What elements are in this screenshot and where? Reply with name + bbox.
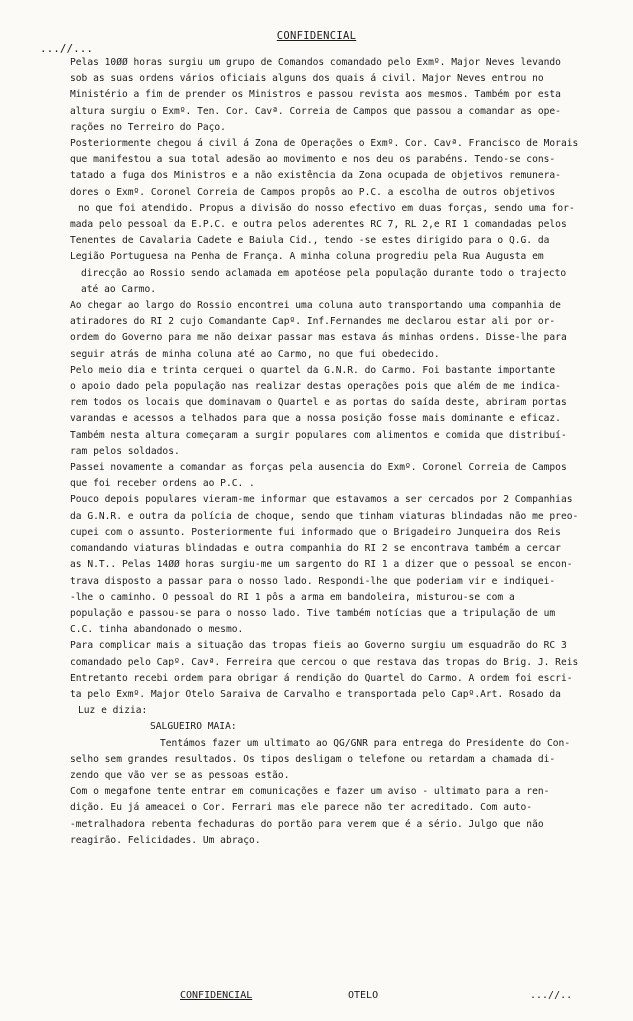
body-line: sob as suas ordens vários oficiais alguns dos quais á civil. Major Neves entrou no	[70, 73, 544, 85]
body-line: Legião Portuguesa na Penha de França. A minha coluna progrediu pela Rua Augusta em	[70, 251, 544, 263]
body-line: rações no Terreiro do Paço.	[70, 121, 226, 133]
body-line: Pelo meio dia e trinta cerquei o quartel da G.N.R. do Carmo. Foi bastante importante	[70, 364, 556, 376]
order-addressee: SALGUEIRO MAIA:	[150, 721, 237, 733]
body-line: C.C. tinha abandonado o mesmo.	[70, 624, 244, 636]
body-line: zendo que vão ver se as pessoas estão.	[70, 769, 290, 781]
body-line: Para complicar mais a situação das tropas fieis ao Governo surgiu um esquadrão do RC 3	[70, 640, 567, 652]
body-line: trava disposto a passar para o nosso lado. Respondi-lhe que poderiam vir e indiquei-	[70, 575, 556, 587]
body-line: direcção ao Rossio sendo aclamada em apotéose pela população durante todo o trajecto	[81, 267, 567, 279]
body-line: cupei com o assunto. Posteriormente fui informado que o Brigadeiro Junqueira dos Reis	[70, 526, 561, 538]
body-line: -metralhadora rebenta fechaduras do portão para verem que é a sério. Julgo que não	[70, 818, 544, 830]
body-line: reagirão. Felicidades. Um abraço.	[70, 834, 261, 846]
body-line: Ministério a fim de prender os Ministros e passou revista aos mesmos. Também por esta	[70, 89, 561, 101]
body-line: Passei novamente a comandar as forças pela ausencia do Exmº. Coronel Correia de Campos	[70, 462, 567, 474]
body-line: dores o Exmº. Coronel Correia de Campos propôs ao P.C. a escolha de outros objetivos	[70, 186, 556, 198]
body-line: Ao chegar ao largo do Rossio encontrei uma coluna auto transportando uma companhia de	[70, 300, 561, 312]
body-line: altura surgiu o Exmº. Ten. Cor. Cavª. Correia de Campos que passou a comandar as ope-	[70, 105, 561, 117]
body-line: Pouco depois populares vieram-me informar que estavamos a ser cercados por 2 Companhias	[70, 494, 573, 506]
body-line: Posteriormente chegou á civil á Zona de Operações o Exmº. Cor. Cavª. Francisco de Morais	[70, 138, 579, 150]
body-line: Com o megafone tente entrar em comunicações e fazer um aviso - ultimato para a ren-	[70, 786, 550, 798]
body-line: no que foi atendido. Propus a divisão do nosso efectivo em duas forças, sendo uma for-	[78, 202, 575, 214]
body-line: ta pelo Exmº. Major Otelo Saraiva de Carvalho e transportada pelo Capº.Art. Rosado da	[70, 688, 561, 700]
body-line: ordem do Governo para me não deixar passar mas estava ás minhas ordens. Disse-lhe para	[70, 332, 567, 344]
body-line: -lhe o caminho. O pessoal do RI 1 pôs a arma em bandoleira, misturou-se com a	[70, 591, 515, 603]
body-line: atiradores do RI 2 cujo Comandante Capº. Inf.Fernandes me declarou estar ali por or-	[70, 316, 556, 328]
body-line: até ao Carmo.	[81, 283, 157, 295]
classification-footer: CONFIDENCIAL	[180, 990, 253, 1001]
body-line: Tentámos fazer um ultimato ao QG/GNR para entrega do Presidente do Con-	[160, 737, 571, 749]
body-line: Pelas 10ØØ horas surgiu um grupo de Comandos comandado pelo Exmº. Major Neves levando	[70, 57, 561, 68]
body-line: população e passou-se para o nosso lado. Tive também notícias que a tripulação de um	[70, 607, 556, 619]
body-line: da G.N.R. e outra da polícia de choque, sendo que tinham viaturas blindadas não me preo-	[70, 510, 579, 522]
continuation-marker: ...//...	[40, 42, 93, 55]
body-line: as N.T.. Pelas 14ØØ horas surgiu-me um sargento do RI 1 a dizer que o pessoal se encon-	[70, 559, 573, 571]
body-line: que foi receber ordens ao P.C. .	[70, 478, 255, 490]
classification-header: CONFIDENCIAL	[276, 30, 357, 42]
body-line: Tenentes de Cavalaria Cadete e Baiula Cid., tendo -se estes dirigido para o Q.G. da	[70, 235, 550, 247]
document-body	[70, 55, 623, 849]
body-line: seguir atrás de minha coluna até ao Carmo, no que fui obedecido.	[70, 348, 440, 360]
body-line: dição. Eu já ameacei o Cor. Ferrari mas ele parece não ter acreditado. Com auto-	[70, 802, 533, 814]
body-line: que manifestou a sua total adesão ao movimento e nos deu os parabéns. Tendo-se cons-	[70, 154, 556, 166]
body-line: Luz e dizia:	[78, 705, 148, 717]
body-line: rem todos os locais que dominavam o Quartel e as portas do saída deste, abriram portas	[70, 397, 567, 409]
body-line: Entretanto recebi ordem para obrigar á rendição do Quartel do Carmo. A ordem foi escri-	[70, 672, 573, 684]
body-line: ram pelos soldados.	[70, 445, 180, 457]
body-line: selho sem grandes resultados. Os tipos desligam o telefone ou retardam a chamada di-	[70, 753, 556, 765]
body-line: comandando viaturas blindadas e outra companhia do RI 2 se encontrava também a cercar	[70, 543, 561, 555]
continuation-marker-footer: ...//..	[530, 990, 573, 1001]
body-line: tatado a fuga dos Ministros e a não existência da Zona ocupada de objetivos remunera-	[70, 170, 561, 182]
body-line: mada pelo pessoal da E.P.C. e outra pelos aderentes RC 7, RL 2,e RI 1 comandadas pelos	[70, 219, 567, 231]
body-line: comandado pelo Capº. Cavª. Ferreira que cercou o que restava das tropas do Brig. J. Reis	[70, 656, 579, 668]
body-line: varandas e acessos a telhados para que a nossa posição fosse mais dominante e eficaz.	[70, 413, 561, 425]
body-line: o apoio dado pela população nas realizar destas operações pois que além de me indica-	[70, 381, 561, 393]
body-line: Também nesta altura começaram a surgir populares com alimentos e comida que distribuí-	[70, 429, 567, 441]
signature-name: OTELO	[348, 990, 379, 1001]
